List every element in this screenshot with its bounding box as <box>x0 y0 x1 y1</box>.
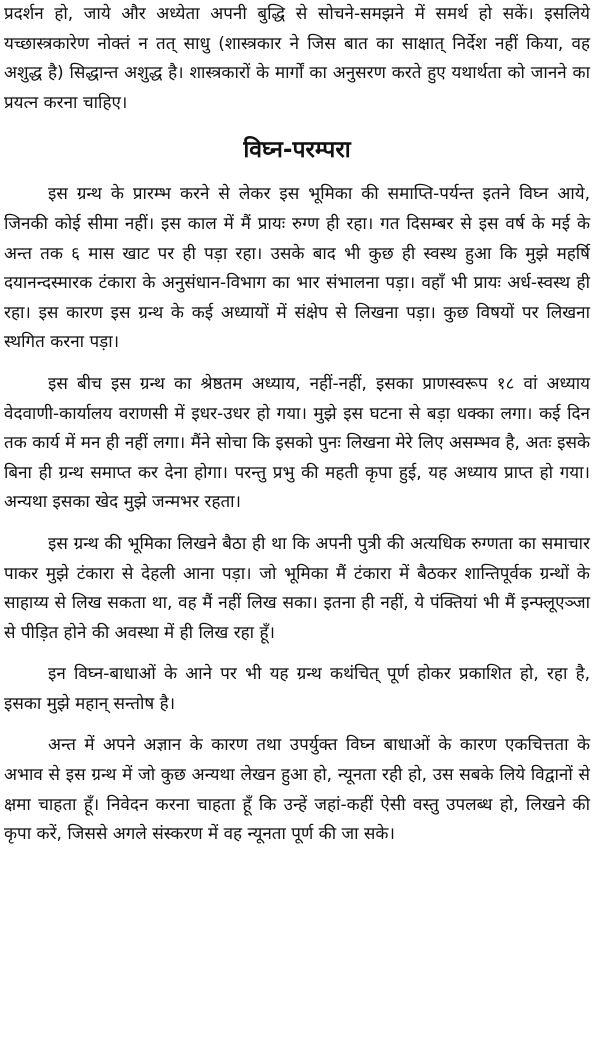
spacer <box>4 719 590 731</box>
spacer <box>4 648 590 660</box>
paragraph-lost-chapter: इस बीच इस ग्रन्थ का श्रेष्ठतम अध्याय, नहीं-नहीं, इसका प्राणस्वरूप १८ वां अध्याय वेदवाणी-कार्यालय वराणसी में इधर-उधर हो गया। मुझे इस घटना से बड़ा धक्का लगा। कई दिन तक कार्य में मन ही नहीं लगा। मैंने सोचा कि इसको पुनः लिखना मेरे लिए असम्भव है, अतः इसके बिना ही ग्रन्थ समाप्त कर देना होगा। परन्तु प्रभु की महती कृपा हुई, यह अध्याय प्राप्त हो गया। अन्यथा इसका खेद मुझे जन्मभर रहता। <box>4 373 590 513</box>
paragraph-obstacles: इस ग्रन्थ के प्रारम्भ करने से लेकर इस भूमिका की समाप्ति-पर्यन्त इतने विघ्न आये, जिनकी कोई सीमा नहीं। इस काल में मैं प्रायः रुग्ण ही रहा। गत दिसम्बर से इस वर्ष के मई के अन्त तक ६ मास खाट पर ही पड़ा रहा। उसके बाद भी कुछ ही स्वस्थ हुआ कि मुझे महर्षि दयानन्दस्मारक टंकारा के अनुसंधान-विभाग का भार संभालना पड़ा। वहाँ भी प्रायः अर्ध-स्वस्थ ही रहा। इस कारण इस ग्रन्थ के कई अध्यायों में संक्षेप से लिखना पड़ा। कुछ विषयों पर लिखना स्थगित करना पड़ा। <box>4 184 590 353</box>
spacer <box>4 118 590 132</box>
section-heading: विघ्न-परम्परा <box>243 137 351 164</box>
spacer <box>4 358 590 370</box>
paragraph-satisfaction: इन विघ्न-बाधाओं के आने पर भी यह ग्रन्थ कथंचित् पूर्ण होकर प्रकाशित हो, रहा है, इसका मुझे महान् सन्तोष है। <box>4 664 590 714</box>
intro-paragraph: प्रदर्शन हो, जाये और अध्येता अपनी बुद्धि से सोचने-समझने में समर्थ हो सकें। इसलिये यच्छास्त्रकारेण नोक्तं न तत् साधु (शास्त्रकार ने जिस बात का साक्षात् निर्देश नहीं किया, वह अशुद्ध है) सिद्धान्त अशुद्ध है। शास्त्रकारों के मार्गों का अनुसरण करते हुए यथार्थता को जानने का प्रयत्न करना चाहिए। <box>4 4 590 113</box>
spacer <box>4 518 590 530</box>
spacer <box>4 164 590 180</box>
paragraph-preface-writing: इस ग्रन्थ की भूमिका लिखने बैठा ही था कि अपनी पुत्री की अत्यधिक रुग्णता का समाचार पाकर मुझे टंकारा से देहली आना पड़ा। जो भूमिका मैं टंकारा में बैठकर शान्तिपूर्वक ग्रन्थों के साहाय्य से लिख सकता था, वह मैं नहीं लिख सका। इतना ही नहीं, ये पंक्तियां भी मैं इन्फ्लूएञ्जा से पीड़ित होने की अवस्था में ही लिख रहा हूँ। <box>4 533 590 643</box>
paragraph-apology: अन्त में अपने अज्ञान के कारण तथा उपर्युक्त विघ्न बाधाओं के कारण एकचित्तता के अभाव से इस ग्रन्थ में जो कुछ अन्यथा लेखन हुआ हो, न्यूनता रही हो, उस सबके लिये विद्वानों से क्षमा चाहता हूँ। निवेदन करना चाहता हूँ कि उन्हें जहां-कहीं ऐसी वस्तु उपलब्ध हो, लिखने की कृपा करें, जिससे अगले संस्करण में वह न्यूनता पूर्ण की जा सके। <box>4 735 590 845</box>
